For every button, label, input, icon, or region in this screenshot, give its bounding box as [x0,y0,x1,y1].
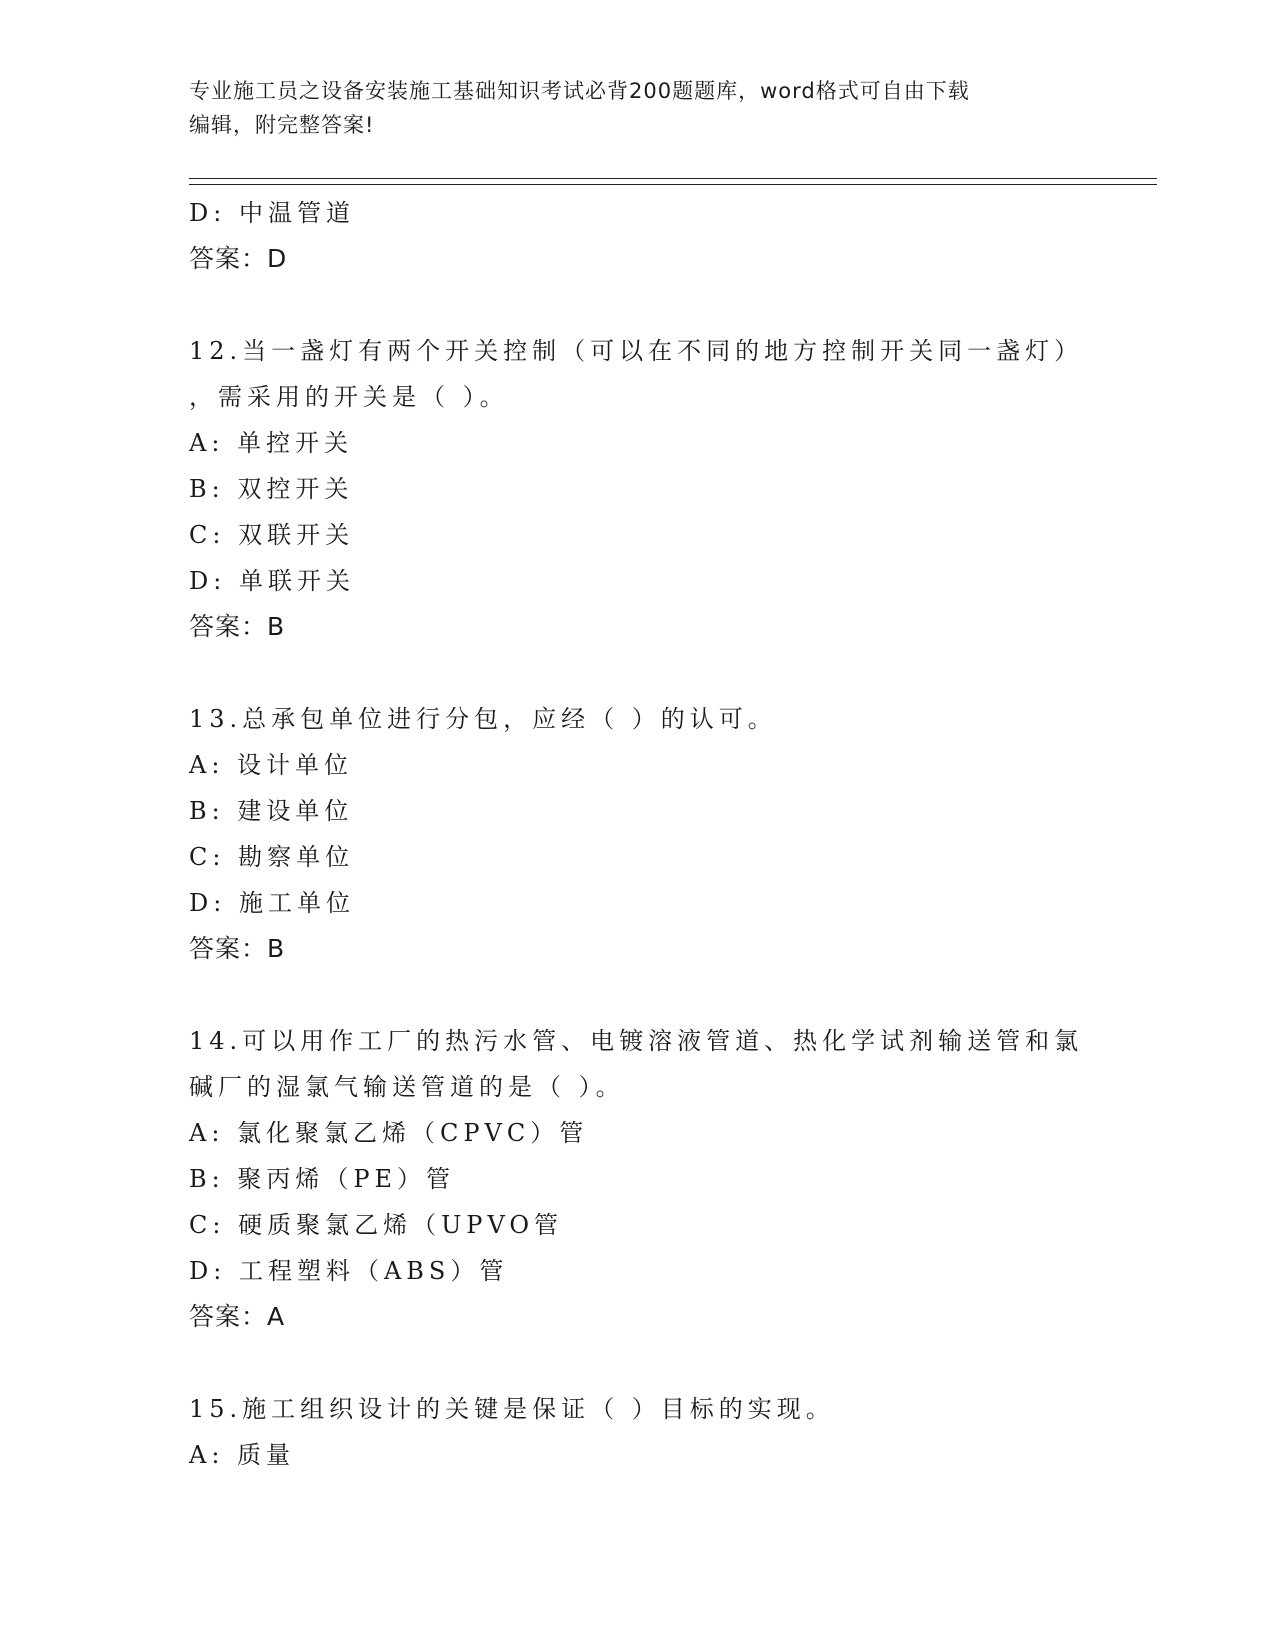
option-d: D: 中温管道 [189,199,355,227]
document-header [189,74,1089,142]
spacer [189,282,1089,328]
answer: 答案：B [189,612,286,641]
option-c: C: 双联开关 [189,521,355,549]
option-d: D: 工程塑料（ABS）管 [189,1257,509,1285]
option-a: A: 设计单位 [189,751,354,779]
question-stem-continued: ，需采用的开关是（ ）。 [189,383,509,411]
answer: 答案：B [189,934,286,963]
header-divider-top [189,178,1157,179]
header-line-2: 编辑，附完整答案! [189,113,375,137]
option-c: C: 硬质聚氯乙烯（UPVO管 [189,1211,564,1239]
option-c: C: 勘察单位 [189,843,355,871]
question-14 [189,1018,1089,1340]
answer: 答案：D [189,244,288,273]
answer: 答案：A [189,1302,286,1331]
question-13 [189,696,1089,972]
option-d: D: 单联开关 [189,567,355,595]
question-15 [189,1386,1089,1478]
question-11-tail [189,190,1089,282]
question-stem: 15.施工组织设计的关键是保证（ ）目标的实现。 [189,1395,835,1423]
question-stem-continued: 碱厂的湿氯气输送管道的是（ ）。 [189,1073,625,1101]
question-stem: 12.当一盏灯有两个开关控制（可以在不同的地方控制开关同一盏灯） [189,337,1084,365]
option-d: D: 施工单位 [189,889,355,917]
spacer [189,650,1089,696]
header-divider-bottom [189,184,1157,185]
question-12 [189,328,1089,650]
spacer [189,972,1089,1018]
question-stem: 14.可以用作工厂的热污水管、电镀溶液管道、热化学试剂输送管和氯 [189,1027,1084,1055]
option-b: B: 建设单位 [189,797,354,825]
option-b: B: 双控开关 [189,475,354,503]
option-b: B: 聚丙烯（PE）管 [189,1165,456,1193]
question-list [189,190,1089,1478]
spacer [189,1340,1089,1386]
option-a: A: 氯化聚氯乙烯（CPVC）管 [189,1119,589,1147]
question-stem: 13.总承包单位进行分包，应经（ ）的认可。 [189,705,777,733]
header-line-1: 专业施工员之设备安装施工基础知识考试必背200题题库，word格式可自由下载 [189,79,970,103]
option-a: A: 质量 [189,1441,296,1469]
option-a: A: 单控开关 [189,429,354,457]
